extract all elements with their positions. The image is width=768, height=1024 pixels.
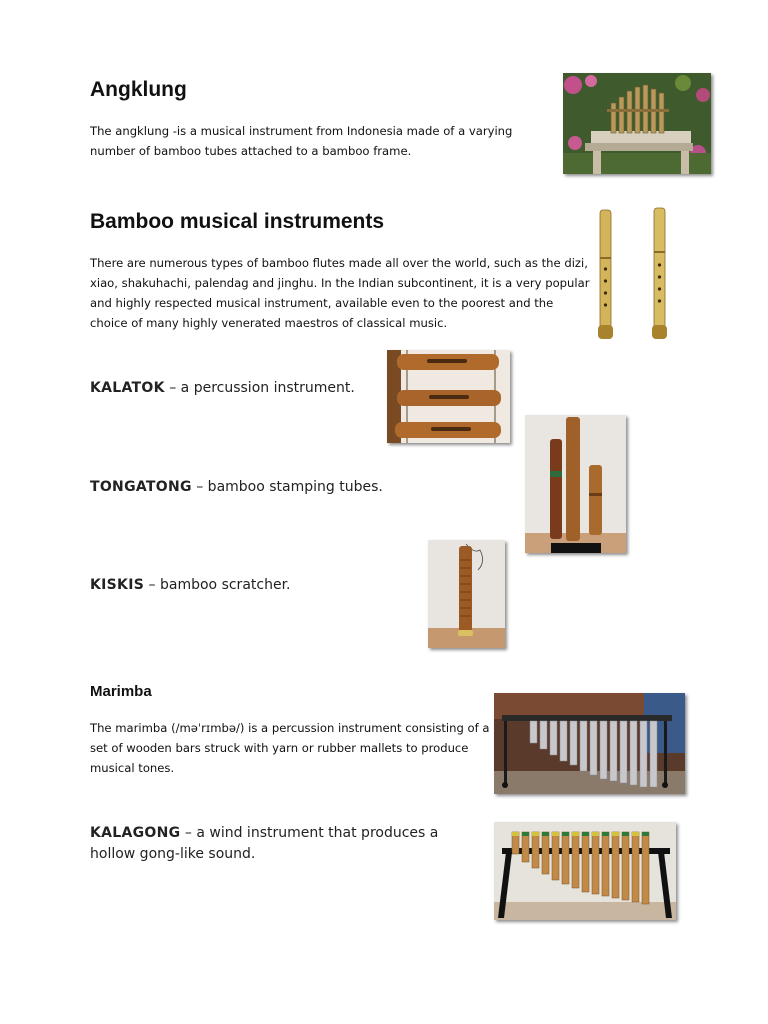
- marimba-heading: Marimba: [90, 683, 152, 700]
- marimba-description: The marimba (/məˈrɪmbə/) is a percussion instrument consisting of a set of wooden bars struck with yarn or rubber mallets to produce musical tones.: [90, 721, 490, 775]
- kalatok-photo: [387, 350, 510, 443]
- kiskis-photo: [428, 540, 505, 648]
- tongatong-item: [90, 477, 383, 498]
- kiskis-desc: – bamboo scratcher.: [144, 577, 291, 593]
- kalagong-photo: [494, 822, 676, 920]
- kalatok-desc: – a percussion instrument.: [164, 380, 355, 396]
- bamboo-heading: Bamboo musical instruments: [90, 210, 385, 233]
- bamboo-description: There are numerous types of bamboo flutes made all over the world, such as the dizi, xiao, shakuhachi, palendag and jinghu. In the Indian subcontinent, it is a very popular and highly respected musical instrument, available even to the poorest and the choice of many highly venerated maestros of classical music.: [90, 256, 590, 330]
- kiskis-item: [90, 575, 291, 596]
- tongatong-name: TONGATONG: [90, 479, 192, 495]
- bamboo-flutes-photo: [596, 207, 676, 341]
- kalagong-desc: – a wind instrument that produces a hollow gong-like sound.: [90, 825, 439, 862]
- angklung-photo: [563, 73, 711, 174]
- kalagong-name: KALAGONG: [90, 825, 181, 841]
- kalatok-item: [90, 378, 355, 399]
- tongatong-desc: – bamboo stamping tubes.: [191, 479, 383, 495]
- tongatong-photo: [525, 415, 626, 553]
- angklung-description: The angklung -is a musical instrument from Indonesia made of a varying number of bamboo tubes attached to a bamboo frame.: [90, 124, 513, 158]
- kalagong-item: [90, 823, 470, 865]
- kalatok-name: KALATOK: [90, 380, 165, 396]
- marimba-photo: [494, 693, 685, 794]
- kiskis-name: KISKIS: [90, 577, 145, 593]
- angklung-heading: Angklung: [90, 78, 187, 101]
